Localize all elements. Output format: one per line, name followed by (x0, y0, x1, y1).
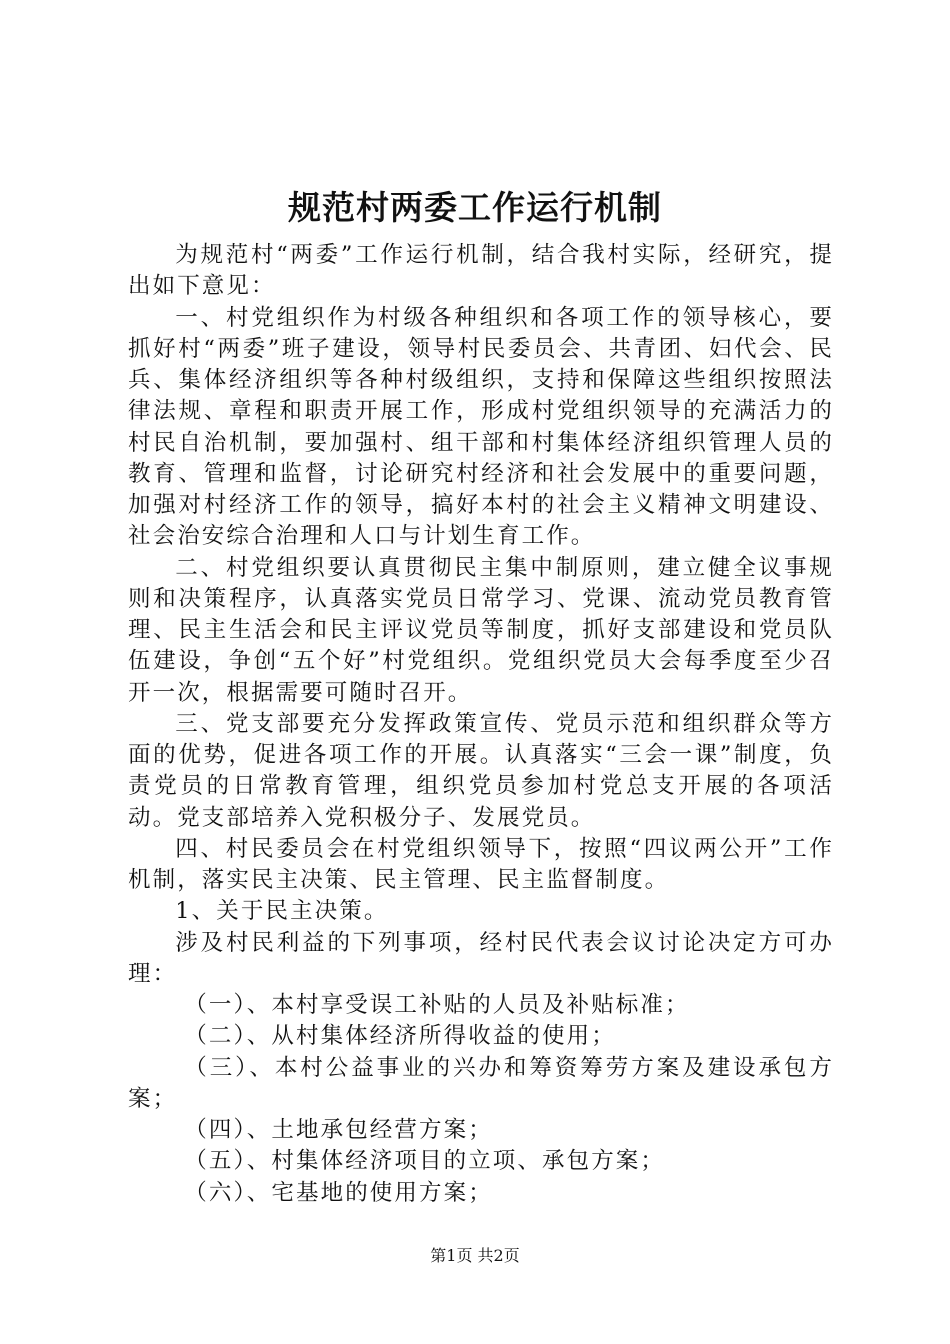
list-item: （五）、村集体经济项目的立项、承包方案； (184, 1148, 666, 1175)
list-item: （六）、宅基地的使用方案； (184, 1179, 493, 1206)
page-footer: 第1页 共2页 (430, 1246, 520, 1265)
list-item: （四）、土地承包经营方案； (184, 1117, 493, 1143)
section-3-paragraph: 三、党支部要充分发挥政策宣传、党员示范和组织群众等方面的优势，促进各项工作的开展。认真落实“三会一课”制度，负责党员的日常教育管理，组织党员参加村党总支开展的各项活动。党支部培养入党积极分子、发展党员。 (128, 710, 834, 831)
decision-intro-paragraph: 涉及村民利益的下列事项，经村民代表会议讨论决定方可办理： (128, 929, 834, 987)
list-item: （一）、本村享受误工补贴的人员及补贴标准； (184, 992, 690, 1018)
section-2-paragraph: 二、村党组织要认真贯彻民主集中制原则，建立健全议事规则和决策程序，认真落实党员日常学习、党课、流动党员教育管理、民主生活会和民主评议党员等制度，抓好支部建设和党员队伍建设，争创“五个好”村党组织。党组织党员大会每季度至少召开一次，根据需要可随时召开。 (128, 554, 834, 706)
intro-paragraph: 为规范村“两委”工作运行机制，结合我村实际，经研究，提出如下意见： (128, 242, 834, 300)
section-4-paragraph: 四、村民委员会在村党组织领导下，按照“四议两公开”工作机制，落实民主决策、民主管理、民主监督制度。 (128, 835, 834, 893)
subsection-heading: 1、关于民主决策。 (175, 898, 389, 925)
list-item: （三）、本村公益事业的兴办和筹资筹劳方案及建设承包方案； (128, 1054, 834, 1112)
list-item: （二）、从村集体经济所得收益的使用； (184, 1023, 616, 1050)
section-1-paragraph: 一、村党组织作为村级各种组织和各项工作的领导核心，要抓好村“两委”班子建设，领导村民委员会、共青团、妇代会、民兵、集体经济组织等各种村级组织，支持和保障这些组织按照法律法规、章程和职责开展工作，形成村党组织领导的充满活力的村民自治机制，要加强村、组干部和村集体经济组织管理人员的教育、管理和监督，讨论研究村经济和社会发展中的重要问题，加强对村经济工作的领导，搞好本村的社会主义精神文明建设、社会治安综合治理和人口与计划生育工作。 (128, 304, 834, 550)
document-body (128, 240, 834, 1209)
document-title: 规范村两委工作运行机制 (288, 188, 662, 227)
